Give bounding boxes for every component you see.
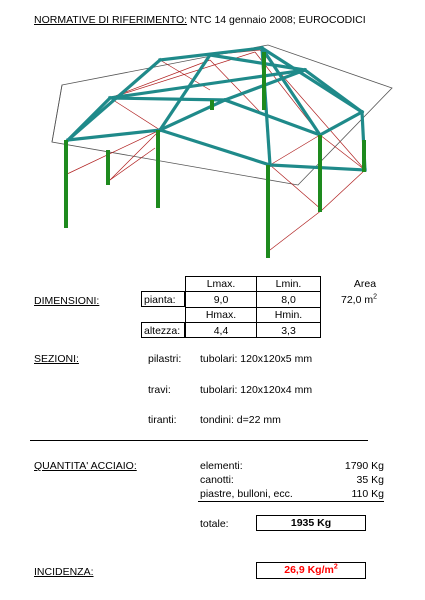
- dimensions-row-divider: [185, 322, 321, 323]
- section-row-value: tondini: d=22 mm: [200, 414, 281, 426]
- altezza-hmin: 3,3: [281, 325, 296, 337]
- incidence-section-label: INCIDENZA:: [34, 566, 94, 578]
- sections-section-label: SEZIONI:: [34, 353, 79, 365]
- roof-outline: [52, 45, 392, 185]
- col-hmin: Hmin.: [274, 309, 303, 321]
- steel-row-label: elementi:: [200, 460, 243, 472]
- col-area: Area: [353, 278, 377, 290]
- pianta-label: pianta:: [144, 294, 176, 306]
- altezza-hmax: 4,4: [213, 325, 229, 337]
- col-lmin: Lmin.: [275, 278, 302, 290]
- area-exponent: 2: [373, 293, 378, 301]
- incidence-value-number: 26,9 Kg/m: [284, 564, 334, 576]
- area-value-number: 72,0 m: [341, 294, 374, 306]
- area-value: [341, 294, 377, 306]
- total-label: totale:: [200, 518, 229, 530]
- dimensions-section-label: DIMENSIONI:: [34, 295, 100, 307]
- incidence-value: [256, 562, 366, 579]
- section-row-label: travi:: [148, 384, 171, 396]
- dimensions-row-divider: [185, 307, 321, 308]
- pianta-lmin: 8,0: [281, 294, 296, 306]
- total-value: 1935 Kg: [256, 515, 366, 531]
- dimensions-row-divider: [185, 291, 321, 292]
- section-separator: [30, 440, 368, 441]
- header-label: NORMATIVE DI RIFERIMENTO:: [34, 14, 188, 26]
- col-hmax: Hmax.: [205, 309, 237, 321]
- steel-row-value: 35 Kg: [356, 474, 384, 486]
- section-row-value: tubolari: 120x120x4 mm: [200, 384, 313, 396]
- steel-row-label: canotti:: [200, 474, 234, 486]
- section-row-label: pilastri:: [148, 353, 182, 365]
- pianta-lmax: 9,0: [213, 294, 229, 306]
- section-row-label: tiranti:: [148, 414, 177, 426]
- section-row-value: tubolari: 120x120x5 mm: [200, 353, 313, 365]
- col-lmax: Lmax.: [206, 278, 236, 290]
- incidence-exponent: 2: [333, 563, 338, 571]
- header-value: NTC 14 gennaio 2008; EUROCODICI: [189, 14, 366, 26]
- steel-section-label: QUANTITA' ACCIAIO:: [34, 460, 137, 472]
- steel-row-value: 1790 Kg: [344, 460, 384, 472]
- steel-row-label: piastre, bulloni, ecc.: [200, 488, 293, 500]
- structure-drawing: [0, 0, 425, 270]
- steel-row-value: 110 Kg: [351, 488, 384, 500]
- steel-sum-line: [198, 501, 384, 502]
- altezza-label: altezza:: [144, 325, 181, 337]
